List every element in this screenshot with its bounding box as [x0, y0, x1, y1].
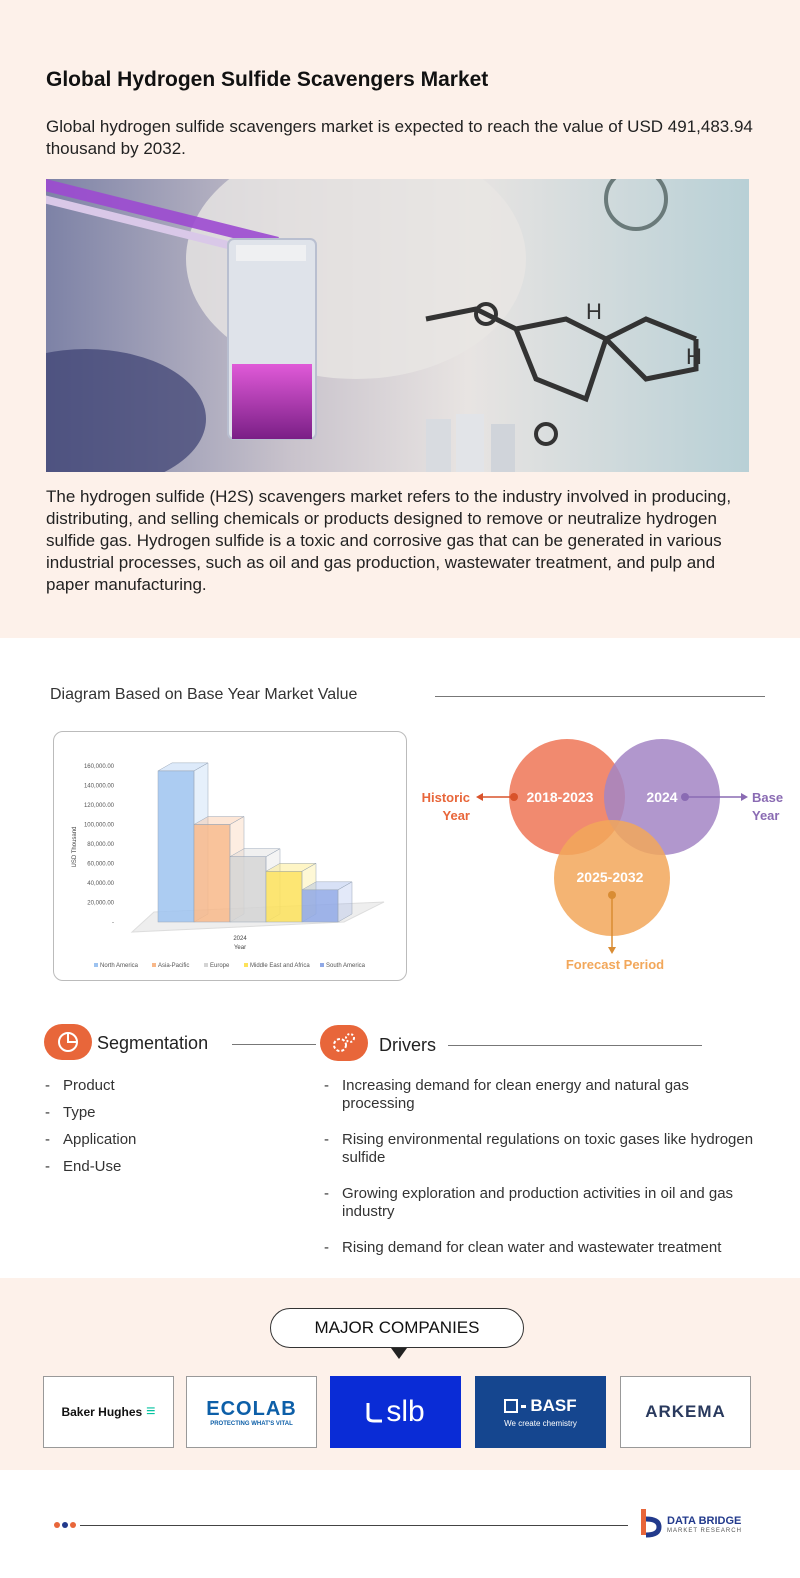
legend-swatch	[244, 963, 248, 967]
legend-label: North America	[100, 963, 139, 969]
hero-label-h2: H	[686, 344, 702, 369]
footer-dot-icon	[54, 1522, 60, 1528]
y-tick-label: 20,000.00	[87, 900, 114, 907]
bar-europe	[230, 857, 266, 922]
driver-item: - Rising environmental regulations on toxic gases like hydrogen sulfide	[324, 1131, 764, 1167]
bar-south-america	[302, 890, 338, 922]
bar-chart-panel	[53, 731, 407, 981]
drivers-heading: Drivers	[379, 1035, 436, 1055]
y-axis-label: USD Thousand	[72, 826, 78, 868]
legend-swatch	[152, 963, 156, 967]
hero-label-h1: H	[586, 299, 602, 324]
basf-square-icon	[504, 1399, 518, 1413]
y-tick-label: 120,000.00	[83, 803, 114, 809]
legend-label: South America	[326, 963, 366, 969]
market-description: The hydrogen sulfide (H2S) scavengers market refers to the industry involved in producing, distributing, and selling chemicals or products designed to remove or neutralize hydrogen sulfide gas. Hydrogen sulfide is a toxic and corrosive gas that can be generated in various industrial processes, such as oil and gas production, wastewater treatment, and pulp and paper manufacturing.	[46, 487, 732, 594]
legend-swatch	[320, 963, 324, 967]
legend-label: Asia-Pacific	[158, 963, 190, 969]
bar-asia-pacific	[194, 825, 230, 923]
segment-item: - Product	[45, 1077, 136, 1104]
historic-years: 2018-2023	[526, 789, 594, 805]
baker-hughes-mark-icon: ≡	[146, 1403, 156, 1420]
diagram-section-title: Diagram Based on Base Year Market Value	[50, 686, 358, 703]
y-tick-label: 40,000.00	[87, 881, 114, 887]
x-tick-label: 2024	[233, 936, 247, 942]
hero-image	[46, 179, 749, 472]
basf-dash-icon	[521, 1405, 526, 1408]
hero-illustration	[46, 179, 749, 472]
forecast-arrow-icon	[608, 947, 616, 954]
major-companies-title: MAJOR COMPANIES	[270, 1308, 524, 1348]
footer-dot-icon	[62, 1522, 68, 1528]
ecolab-wordmark: ECOLAB	[206, 1397, 297, 1420]
major-companies-section	[0, 1278, 800, 1470]
gears-icon	[320, 1025, 368, 1061]
brand-name: DATA BRIDGE	[667, 1515, 742, 1527]
footer-divider	[80, 1525, 628, 1526]
segment-item: - Application	[45, 1131, 136, 1158]
footer-dot-icon	[70, 1522, 76, 1528]
arkema-wordmark: ARKEMA	[645, 1402, 726, 1421]
base-label-line1: Base	[752, 790, 784, 805]
ecolab-tagline: PROTECTING WHAT'S VITAL	[210, 1420, 293, 1427]
down-arrow-icon	[391, 1348, 407, 1359]
base-label-line2: Year	[752, 808, 780, 823]
bar-middle-east-and-africa	[266, 871, 302, 922]
intro-text: Global hydrogen sulfide scavengers market is expected to reach the value of USD 491,483.94 thousand by 2032.	[46, 117, 753, 158]
logo-baker-hughes	[43, 1376, 174, 1448]
x-axis-label: Year	[233, 945, 247, 951]
base-year: 2024	[646, 789, 678, 805]
footer-brand	[637, 1507, 765, 1541]
logo-slb	[330, 1376, 461, 1448]
bar-chart	[54, 732, 406, 980]
pie-chart-icon	[44, 1024, 92, 1060]
bar-north-america	[158, 771, 194, 922]
basf-wordmark: BASF	[530, 1396, 577, 1415]
y-tick-label: 60,000.00	[87, 861, 114, 868]
basf-tagline: We create chemistry	[504, 1419, 577, 1428]
legend-label: Europe	[210, 963, 230, 969]
data-bridge-logo-icon	[637, 1507, 663, 1541]
driver-item: - Growing exploration and production activities in oil and gas industry	[324, 1185, 764, 1221]
segmentation-list	[45, 1077, 136, 1185]
historic-label-line1: Historic	[421, 790, 470, 805]
drivers-divider	[448, 1045, 702, 1046]
driver-item: - Increasing demand for clean energy and natural gas processing	[324, 1077, 764, 1113]
y-tick-label: 140,000.00	[83, 783, 114, 790]
logo-ecolab	[186, 1376, 317, 1448]
historic-label-line2: Year	[442, 808, 470, 823]
slb-swoosh-icon	[366, 1401, 384, 1423]
y-tick-label: 80,000.00	[87, 842, 114, 848]
forecast-label: Forecast Period	[565, 957, 665, 972]
page-title: Global Hydrogen Sulfide Scavengers Market	[46, 68, 489, 91]
segment-item: - End-Use	[45, 1158, 136, 1185]
segmentation-badge	[44, 1024, 92, 1060]
brand-subtitle: MARKET RESEARCH	[667, 1528, 742, 1534]
logo-arkema	[620, 1376, 751, 1448]
historic-arrow-icon	[476, 793, 483, 801]
base-arrow-icon	[741, 793, 748, 801]
y-tick-label: 100,000.00	[83, 822, 114, 829]
slb-wordmark: slb	[386, 1395, 425, 1428]
legend-label: Middle East and Africa	[250, 963, 310, 969]
forecast-years: 2025-2032	[576, 869, 644, 885]
drivers-list	[324, 1077, 764, 1275]
timeline-venn	[412, 733, 800, 978]
legend-swatch	[204, 963, 208, 967]
legend-swatch	[94, 963, 98, 967]
segmentation-heading: Segmentation	[97, 1033, 209, 1053]
section-divider	[435, 696, 765, 697]
y-tick-label: 160,000.00	[83, 764, 114, 770]
y-tick-label: -	[112, 920, 114, 926]
segment-item: - Type	[45, 1104, 136, 1131]
driver-item: - Rising demand for clean water and wastewater treatment	[324, 1239, 764, 1257]
segmentation-divider	[232, 1044, 316, 1045]
baker-hughes-wordmark: Baker Hughes	[61, 1405, 143, 1419]
drivers-badge	[320, 1025, 368, 1061]
logo-basf	[475, 1376, 606, 1448]
